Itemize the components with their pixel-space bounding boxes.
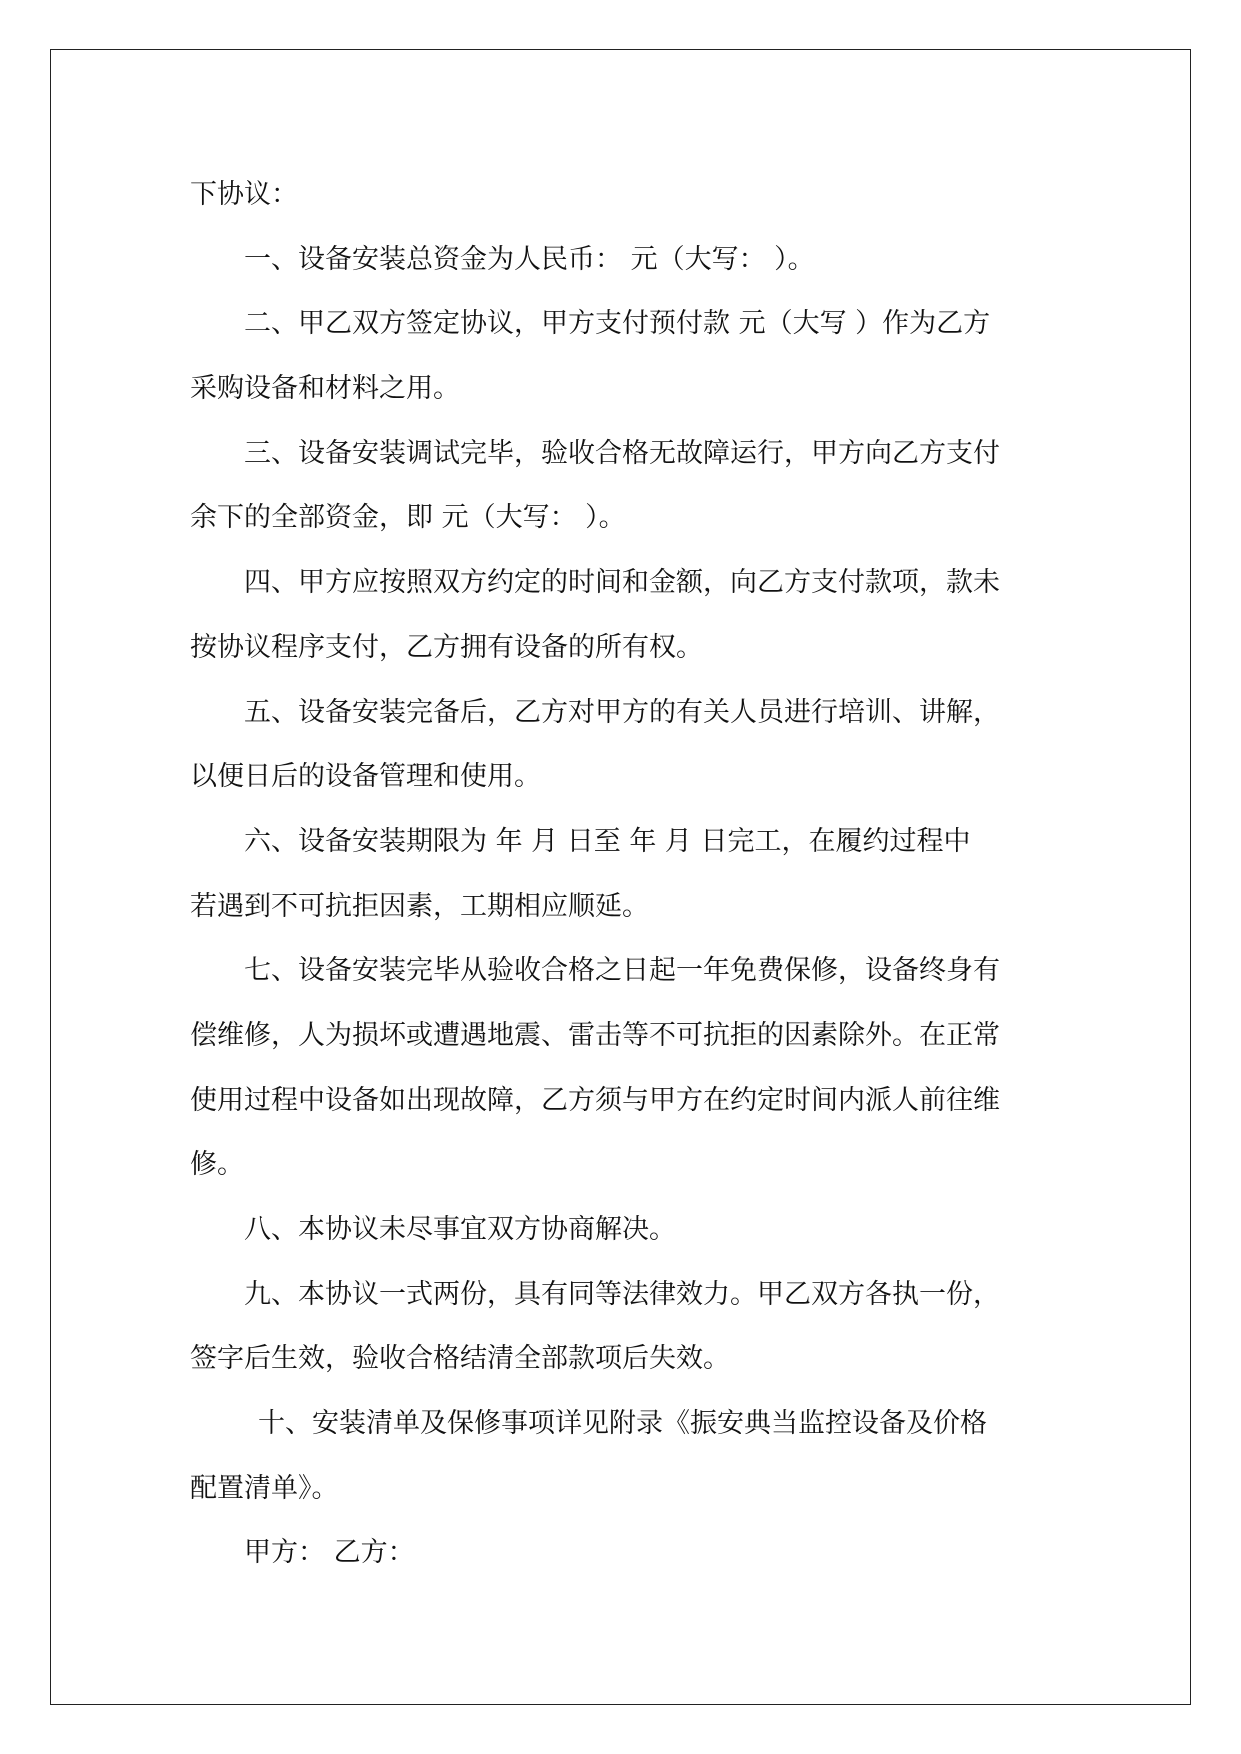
signature-line: 甲方： 乙方：	[244, 1537, 415, 1569]
text-line: 以便日后的设备管理和使用。	[190, 761, 541, 793]
clause-2: 二、甲乙双方签定协议，甲方支付预付款 元（大写 ）作为乙方	[244, 308, 991, 340]
text-line: 按协议程序支付，乙方拥有设备的所有权。	[190, 631, 703, 663]
clause-1: 一、设备安装总资金为人民币： 元（大写： ）。	[244, 243, 815, 275]
text-line: 修。	[190, 1149, 244, 1181]
clause-3: 三、设备安装调试完毕，验收合格无故障运行，甲方向乙方支付	[244, 437, 1000, 469]
clause-8: 八、本协议未尽事宜双方协商解决。	[244, 1214, 676, 1245]
text-line: 偿维修，人为损坏或遭遇地震、雷击等不可抗拒的因素除外。在正常	[190, 1019, 1000, 1051]
clause-4: 四、甲方应按照双方约定的时间和金额，向乙方支付款项，款未	[244, 567, 1000, 599]
clause-5: 五、设备安装完备后，乙方对甲方的有关人员进行培训、讲解，	[244, 696, 1000, 728]
text-line: 下协议：	[190, 179, 298, 210]
text-line: 采购设备和材料之用。	[190, 373, 460, 405]
text-line: 签字后生效，验收合格结清全部款项后失效。	[190, 1343, 730, 1375]
clause-9: 九、本协议一式两份，具有同等法律效力。甲乙双方各执一份，	[244, 1278, 1000, 1310]
text-line: 余下的全部资金，即 元（大写： ）。	[190, 502, 626, 534]
text-line: 若遇到不可抗拒因素，工期相应顺延。	[190, 890, 649, 922]
clause-7: 七、设备安装完毕从验收合格之日起一年免费保修，设备终身有	[244, 955, 1000, 987]
document-body	[190, 163, 1052, 1586]
clause-6: 六、设备安装期限为 年 月 日至 年 月 日完工，在履约过程中	[244, 825, 971, 857]
clause-10: 十、安装清单及保修事项详见附录《振安典当监控设备及价格	[258, 1408, 987, 1440]
text-line: 使用过程中设备如出现故障，乙方须与甲方在约定时间内派人前往维	[190, 1084, 1000, 1116]
text-line: 配置清单》。	[190, 1472, 339, 1504]
